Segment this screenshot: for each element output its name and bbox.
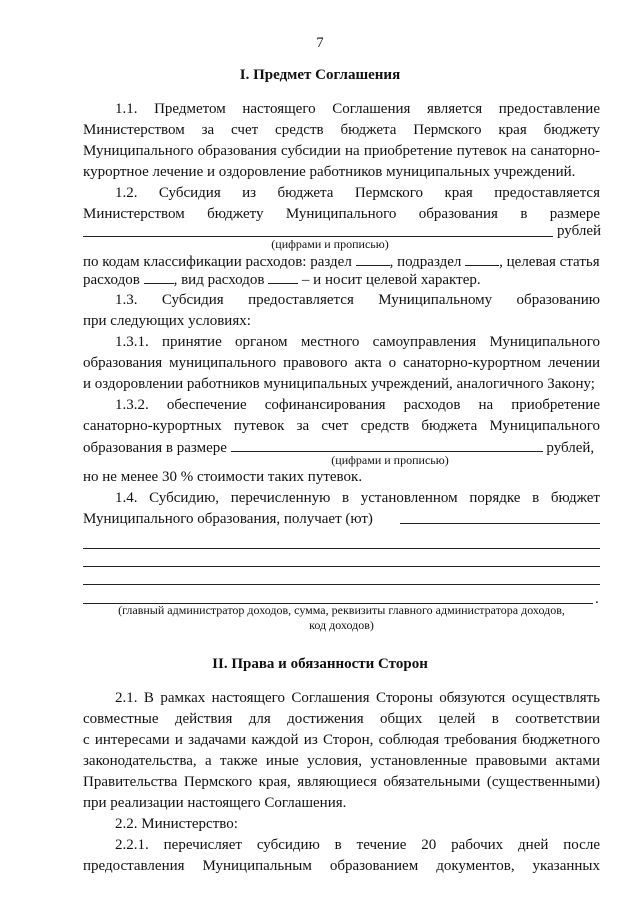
amount-caption: (цифрами и прописью) <box>271 237 389 251</box>
page-number: 7 <box>316 35 324 51</box>
paragraph-1-3-2-line: 1.3.2. обеспечение софинансирования расходов на приобретение <box>115 397 600 413</box>
subsection-blank <box>465 252 499 266</box>
paragraph-1-1-line: курортное лечение и оздоровление работников муниципальных учреждений. <box>83 164 576 180</box>
paragraph-1-4-line: 1.4. Субсидию, перечисленную в установленном порядке в бюджет <box>115 490 600 506</box>
paragraph-1-3-1-line: образования муниципального правового акта о санаторно-курортном лечении <box>83 355 600 371</box>
paragraph-1-3-line: при следующих условиях: <box>83 313 251 329</box>
paragraph-2-1-line: 2.1. В рамках настоящего Соглашения Стороны обязуются осуществлять <box>115 690 600 706</box>
currency-label: рублей <box>557 223 602 239</box>
paragraph-1-2-line: 1.2. Субсидия из бюджета Пермского края предоставляется <box>115 185 600 201</box>
paragraph-1-1-line: Муниципального образования субсидии на приобретение путевок на санаторно- <box>83 143 600 159</box>
recipient-blank <box>83 548 600 549</box>
cofinancing-caption: (цифрами и прописью) <box>331 453 449 467</box>
paragraph-1-3-2-line: санаторно-курортных путевок за счет средств бюджета Муниципального <box>83 418 600 434</box>
paragraph-1-4-line: Муниципального образования, получает (ют) <box>83 511 373 527</box>
cofinancing-amount-blank <box>231 438 543 452</box>
paragraph-2-2-1-line: 2.2.1. перечисляет субсидию в течение 20 рабочих дней после <box>115 837 600 853</box>
expense-type-line: расходов , вид расходов – и носит целевой характер. <box>83 272 481 288</box>
section-blank <box>356 252 390 266</box>
paragraph-2-2: 2.2. Министерство: <box>115 816 238 832</box>
expense-kind-blank <box>268 270 298 284</box>
paragraph-1-3-2-line: образования в размере рублей, <box>83 440 595 456</box>
paragraph-2-1-line: с интересами и задачами каждой из Сторон, соблюдая требования бюджетного <box>83 732 600 748</box>
paragraph-2-2-1-line: предоставления Муниципальным образованием документов, указанных <box>83 858 600 874</box>
recipient-caption: (главный администратор доходов, сумма, реквизиты главного администратора доходов, <box>118 603 565 617</box>
paragraph-2-1-line: совместные действия для достижения общих целей в соответствии <box>83 711 600 727</box>
paragraph-1-3-2-line: но не менее 30 % стоимости таких путевок. <box>83 469 363 485</box>
section-2-heading: II. Права и обязанности Сторон <box>212 656 428 672</box>
classification-codes-line: по кодам классификации расходов: раздел , подраздел , целевая статья <box>83 254 600 270</box>
paragraph-2-1-line: законодательства, а также иные условия, установленные правовыми актами <box>83 753 600 769</box>
paragraph-1-3-line: 1.3. Субсидия предоставляется Муниципальному образованию <box>115 292 600 308</box>
paragraph-2-1-line: при реализации настоящего Соглашения. <box>83 795 347 811</box>
paragraph-1-2-line: Министерством бюджету Муниципального образования в размере <box>83 206 600 222</box>
paragraph-2-1-line: Правительства Пермского края, являющиеся обязательными (существенными) <box>83 774 600 790</box>
section-1-heading: I. Предмет Соглашения <box>239 67 401 83</box>
paragraph-1-3-1-line: 1.3.1. принятие органом местного самоуправления Муниципального <box>115 334 600 350</box>
recipient-blank <box>83 584 600 585</box>
paragraph-1-1-line: Министерством за счет средств бюджета Пермского края бюджету <box>83 122 600 138</box>
paragraph-1-1-line: 1.1. Предметом настоящего Соглашения является предоставление <box>115 101 600 117</box>
end-mark: . <box>595 591 599 607</box>
recipient-caption: код доходов) <box>309 618 374 632</box>
expenses-blank <box>144 270 174 284</box>
recipient-blank <box>400 523 600 524</box>
recipient-blank <box>83 566 600 567</box>
paragraph-1-3-1-line: и оздоровлении работников муниципальных учреждений, аналогичного Закону; <box>83 376 595 392</box>
